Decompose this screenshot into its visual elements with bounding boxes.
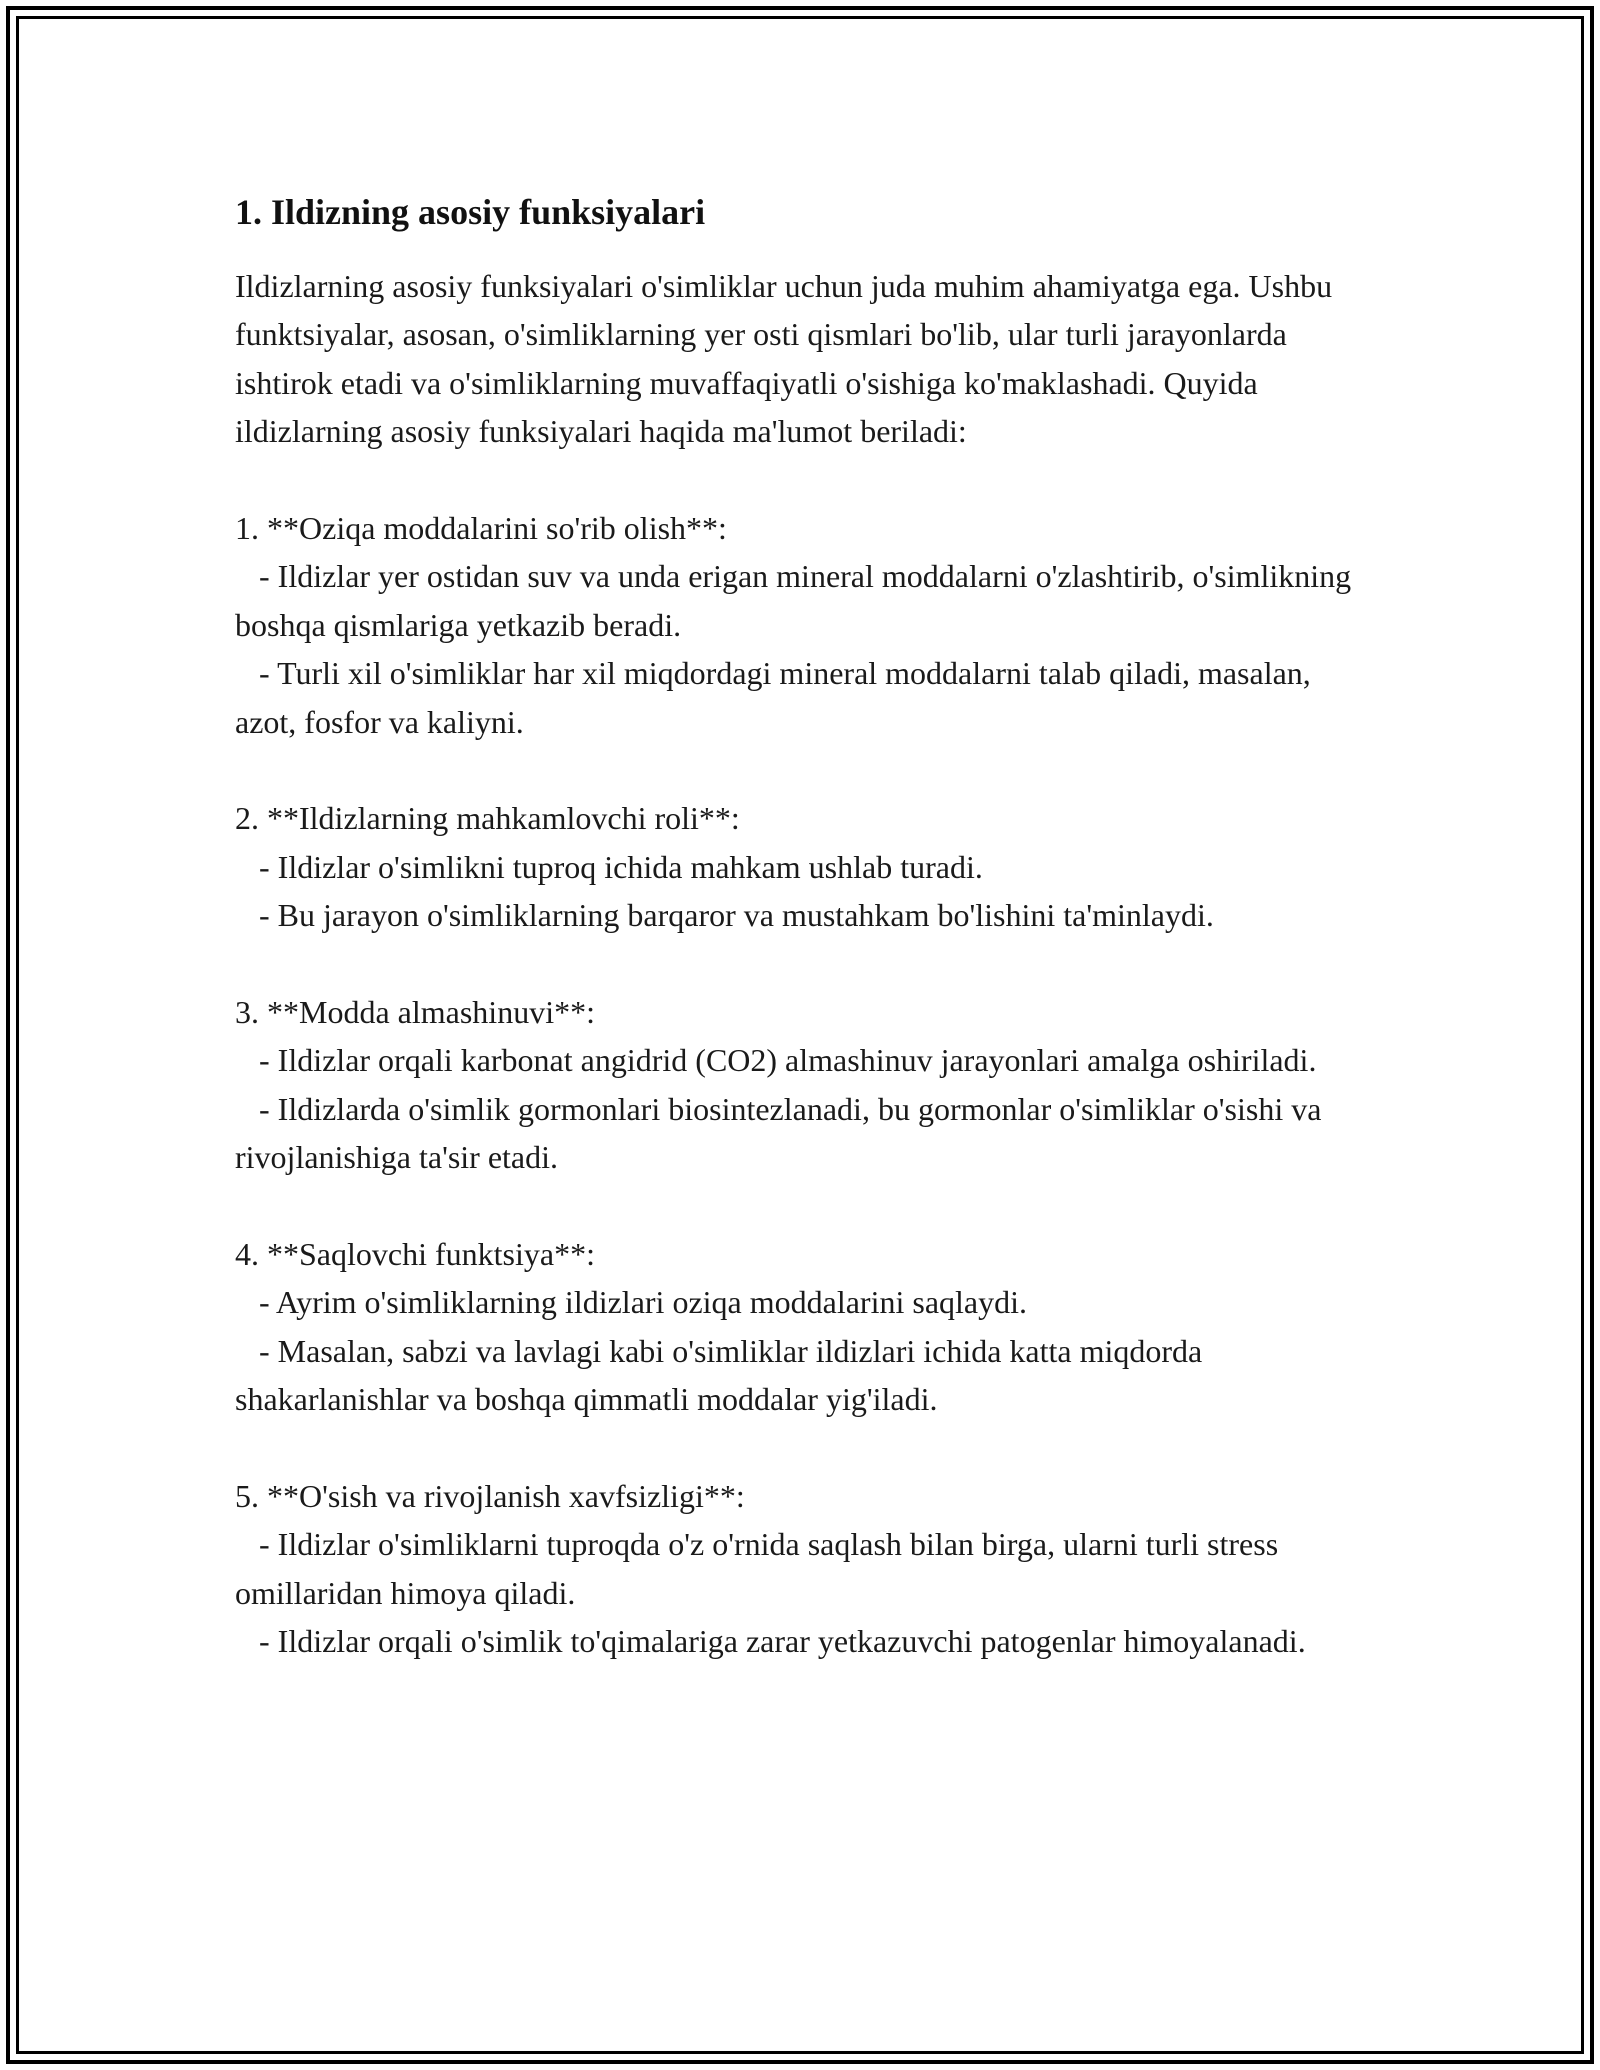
section-bullet: - Ildizlar yer ostidan suv va unda erigan mineral moddalarni o'zlashtirib, o'simlikning boshqa qismlariga yetkazib beradi. bbox=[235, 558, 1360, 643]
section-5 bbox=[235, 1472, 1375, 1666]
section-3 bbox=[235, 988, 1375, 1182]
section-bullet: - Bu jarayon o'simliklarning barqaror va mustahkam bo'lishini ta'minlaydi. bbox=[235, 897, 1214, 934]
section-4 bbox=[235, 1230, 1375, 1424]
section-bullet: - Ildizlarda o'simlik gormonlari biosintezlanadi, bu gormonlar o'simliklar o'sishi va rivojlanishiga ta'sir etadi. bbox=[235, 1090, 1330, 1176]
section-bullet: - Ildizlar orqali o'simlik to'qimalariga zarar yetkazuvchi patogenlar himoyalanadi. bbox=[235, 1623, 1306, 1660]
intro-paragraph: Ildizlarning asosiy funksiyalari o'simliklar uchun juda muhim ahamiyatga ega. Ushbu funktsiyalar, asosan, o'simliklarning yer osti qismlari bo'lib, ular turli jarayonlarda ishtirok etadi va o'simliklarning muvaffaqiyatli o'sishiga ko'maklashadi. Quyida ildizlarning asosiy funksiyalari haqida ma'lumot beriladi: bbox=[235, 268, 1341, 450]
section-bullet: - Ayrim o'simliklarning ildizlari oziqa moddalarini saqlaydi. bbox=[235, 1284, 1027, 1321]
section-2 bbox=[235, 794, 1375, 939]
section-bullet: - Turli xil o'simliklar har xil miqdordagi mineral moddalarni talab qiladi, masalan, azot, fosfor va kaliyni. bbox=[235, 655, 1319, 740]
document-title: 1. Ildizning asosiy funksiyalari bbox=[235, 192, 706, 232]
section-heading: 3. **Modda almashinuvi**: bbox=[235, 994, 595, 1031]
section-bullet: - Ildizlar o'simlikni tuproq ichida mahkam ushlab turadi. bbox=[235, 848, 983, 885]
section-bullet: - Ildizlar o'simliklarni tuproqda o'z o'rnida saqlash bilan birga, ularni turli stress omillaridan himoya qiladi. bbox=[235, 1526, 1287, 1611]
section-bullet: - Ildizlar orqali karbonat angidrid (CO2) almashinuv jarayonlari amalga oshiriladi. bbox=[235, 1042, 1317, 1079]
section-heading: 1. **Oziqa moddalarini so'rib olish**: bbox=[235, 510, 727, 547]
section-1 bbox=[235, 504, 1375, 746]
section-bullet: - Masalan, sabzi va lavlagi kabi o'simliklar ildizlari ichida katta miqdorda shakarlanishlar va boshqa qimmatli moddalar yig'iladi. bbox=[235, 1332, 1211, 1418]
section-heading: 2. **Ildizlarning mahkamlovchi roli**: bbox=[235, 800, 740, 837]
section-heading: 4. **Saqlovchi funktsiya**: bbox=[235, 1236, 595, 1273]
section-heading: 5. **O'sish va rivojlanish xavfsizligi**: bbox=[235, 1478, 745, 1515]
document-body bbox=[235, 188, 1375, 1666]
